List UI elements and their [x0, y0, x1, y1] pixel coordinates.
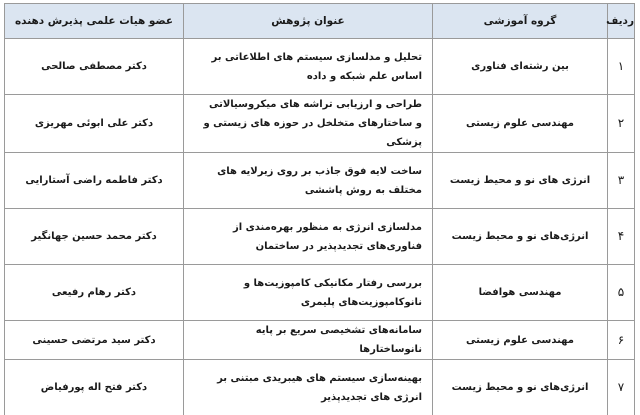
row-member: دکتر علی ابوئی مهریزی: [5, 95, 184, 153]
row-num: ۷: [608, 360, 635, 415]
row-num: ۳: [608, 153, 635, 209]
row-num: ۲: [608, 95, 635, 153]
row-title: بهینه‌سازی سیستم های هیبریدی مبتنی بر انرژی های تجدیدپذیر: [184, 360, 433, 415]
row-member: دکتر سید مرتضی حسینی: [5, 321, 184, 360]
row-num: ۶: [608, 321, 635, 360]
table-row: [5, 209, 635, 265]
row-title: بررسی رفتار مکانیکی کامپوزیت‌ها و نانوکامپوزیت‌های پلیمری: [184, 265, 433, 321]
row-group: انرژی‌های نو و محیط زیست: [433, 209, 608, 265]
table-row: [5, 153, 635, 209]
table-header-row: [5, 4, 635, 39]
row-group: مهندسی علوم زیستی: [433, 321, 608, 360]
row-num: ۵: [608, 265, 635, 321]
header-group: گروه آموزشی: [433, 4, 608, 39]
row-member: دکتر فاطمه راضی آستارایی: [5, 153, 184, 209]
row-title: طراحی و ارزیابی تراشه های میکروسیالاتی و ساختارهای متخلخل در حوزه های زیستی و پزشکی: [184, 95, 433, 153]
row-group: انرژی های نو و محیط زیست: [433, 153, 608, 209]
row-num: ۱: [608, 39, 635, 95]
row-title: ساخت لایه فوق جاذب بر روی زیرلایه های مختلف به روش پاششی: [184, 153, 433, 209]
table-row: [5, 95, 635, 153]
row-title: تحلیل و مدلسازی سیستم های اطلاعاتی بر اساس علم شبکه و داده: [184, 39, 433, 95]
table-row: [5, 360, 635, 415]
research-topics-table: [4, 3, 635, 415]
header-member: عضو هیات علمی پذیرش دهنده: [5, 4, 184, 39]
row-group: بین رشته‌ای فناوری: [433, 39, 608, 95]
row-group: مهندسی هوافضا: [433, 265, 608, 321]
table-row: [5, 265, 635, 321]
row-group: انرژی‌های نو و محیط زیست: [433, 360, 608, 415]
row-num: ۴: [608, 209, 635, 265]
row-group: مهندسی علوم زیستی: [433, 95, 608, 153]
table-row: [5, 39, 635, 95]
row-member: دکتر محمد حسین جهانگیر: [5, 209, 184, 265]
table-row: [5, 321, 635, 360]
row-member: دکتر فتح اله پورفیاض: [5, 360, 184, 415]
header-title: عنوان پژوهش: [184, 4, 433, 39]
row-member: دکتر مصطفی صالحی: [5, 39, 184, 95]
row-title: سامانه‌های تشخیصی سریع بر پایه نانوساختارها: [184, 321, 433, 360]
row-member: دکتر رهام رفیعی: [5, 265, 184, 321]
row-title: مدلسازی انرژی به منظور بهره‌مندی از فناوری‌های تجدیدپذیر در ساختمان: [184, 209, 433, 265]
header-num: ردیف: [608, 4, 635, 39]
